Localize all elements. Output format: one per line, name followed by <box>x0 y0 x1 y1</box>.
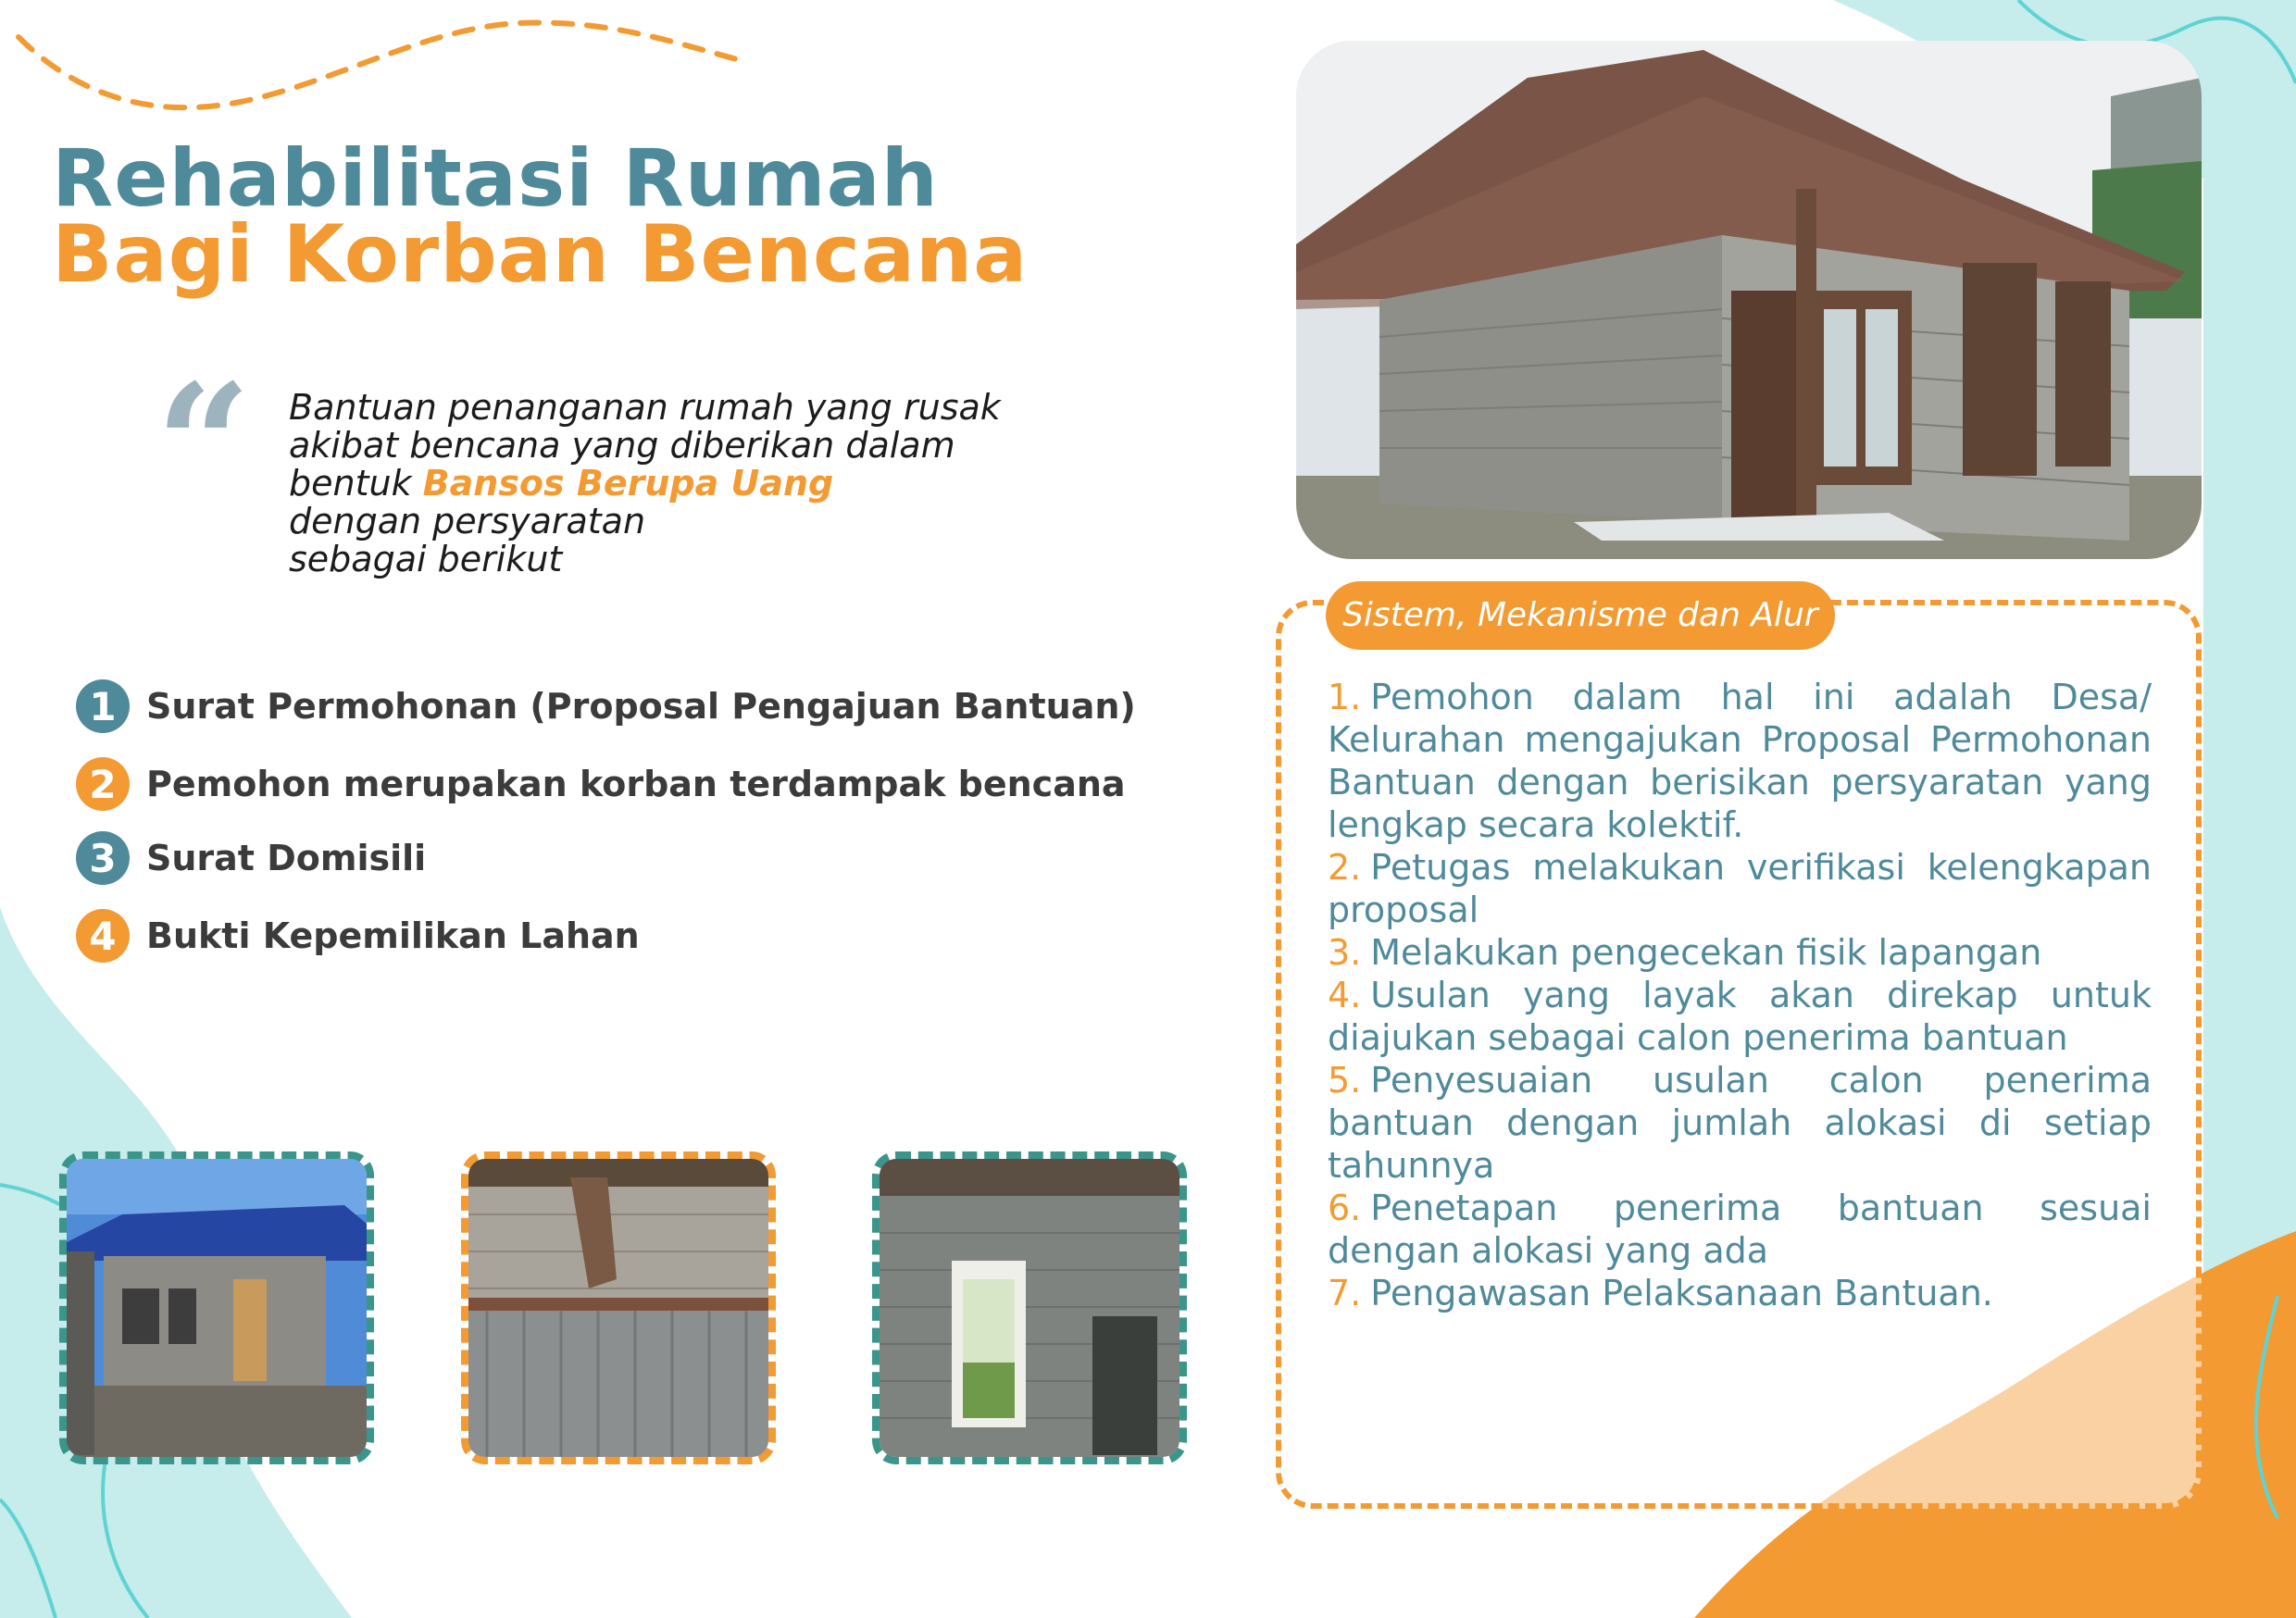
quote-line: dengan persyaratan <box>289 501 646 541</box>
step-text: Usulan yang layak akan direkap untuk diajukan sebagai calon penerima bantuan <box>1328 975 2152 1058</box>
title-line-1: Rehabilitasi Rumah <box>52 132 939 225</box>
number-badge: 3 <box>76 831 130 885</box>
requirement-item <box>76 829 426 887</box>
requirement-label: Pemohon merupakan korban terdampak bencana <box>146 764 1126 804</box>
quote-highlight: Bansos Berupa Uang <box>422 463 834 504</box>
requirement-item <box>76 678 1136 735</box>
house-photo <box>1296 41 2202 559</box>
step-number: 4. <box>1328 975 1362 1015</box>
quote-mark-icon: “ <box>156 348 252 543</box>
right-blob <box>2203 167 2296 1296</box>
step-number: 5. <box>1328 1060 1362 1101</box>
requirement-item <box>76 755 1126 813</box>
process-step <box>1328 1272 2152 1314</box>
number-badge: 2 <box>76 757 130 811</box>
process-step <box>1328 1059 2152 1187</box>
requirement-label: Bukti Kepemilikan Lahan <box>146 915 640 956</box>
quote-line: sebagai berikut <box>289 539 563 579</box>
requirement-label: Surat Domisili <box>146 838 427 878</box>
process-step <box>1328 846 2152 931</box>
step-number: 7. <box>1328 1273 1362 1313</box>
quote-prefix: bentuk <box>289 463 423 504</box>
step-number: 3. <box>1328 932 1362 973</box>
quote-text <box>289 389 1215 579</box>
step-text: Pemohon dalam hal ini adalah Desa/ Kelurahan mengajukan Proposal Permohonan Bantuan dengan berisikan persyaratan yang lengkap secara kolektif. <box>1328 677 2152 845</box>
title-line-2: Bagi Korban Bencana <box>52 208 1029 301</box>
quote-line: akibat bencana yang diberikan dalam <box>289 425 955 466</box>
step-text: Pengawasan Pelaksanaan Bantuan. <box>1370 1273 1993 1313</box>
step-text: Melakukan pengecekan fisik lapangan <box>1370 932 2042 973</box>
step-text: Penetapan penerima bantuan sesuai dengan alokasi yang ada <box>1328 1188 2152 1271</box>
process-step <box>1328 974 2152 1059</box>
process-steps <box>1328 676 2152 1314</box>
process-title: Sistem, Mekanisme dan Alur <box>1326 581 1835 650</box>
dashed-wave <box>19 22 741 107</box>
step-number: 2. <box>1328 847 1362 888</box>
step-text: Penyesuaian usulan calon penerima bantuan dengan jumlah alokasi di setiap tahunnya <box>1328 1060 2152 1186</box>
requirement-item <box>76 907 640 965</box>
photo-house-rebuilt <box>59 1151 374 1464</box>
number-badge: 4 <box>76 909 130 963</box>
number-badge: 1 <box>76 679 130 733</box>
quote-line: Bantuan penanganan rumah yang rusak <box>289 387 1001 428</box>
process-step <box>1328 1187 2152 1272</box>
step-text: Petugas melakukan verifikasi kelengkapan proposal <box>1328 847 2152 930</box>
photo-interior-window <box>872 1151 1187 1464</box>
photo-cracked-wall <box>461 1151 776 1464</box>
process-step <box>1328 676 2152 846</box>
process-step <box>1328 931 2152 974</box>
requirement-label: Surat Permohonan (Proposal Pengajuan Bantuan) <box>146 686 1136 727</box>
step-number: 1. <box>1328 677 1362 717</box>
quote-line <box>289 465 1215 503</box>
step-number: 6. <box>1328 1188 1362 1228</box>
